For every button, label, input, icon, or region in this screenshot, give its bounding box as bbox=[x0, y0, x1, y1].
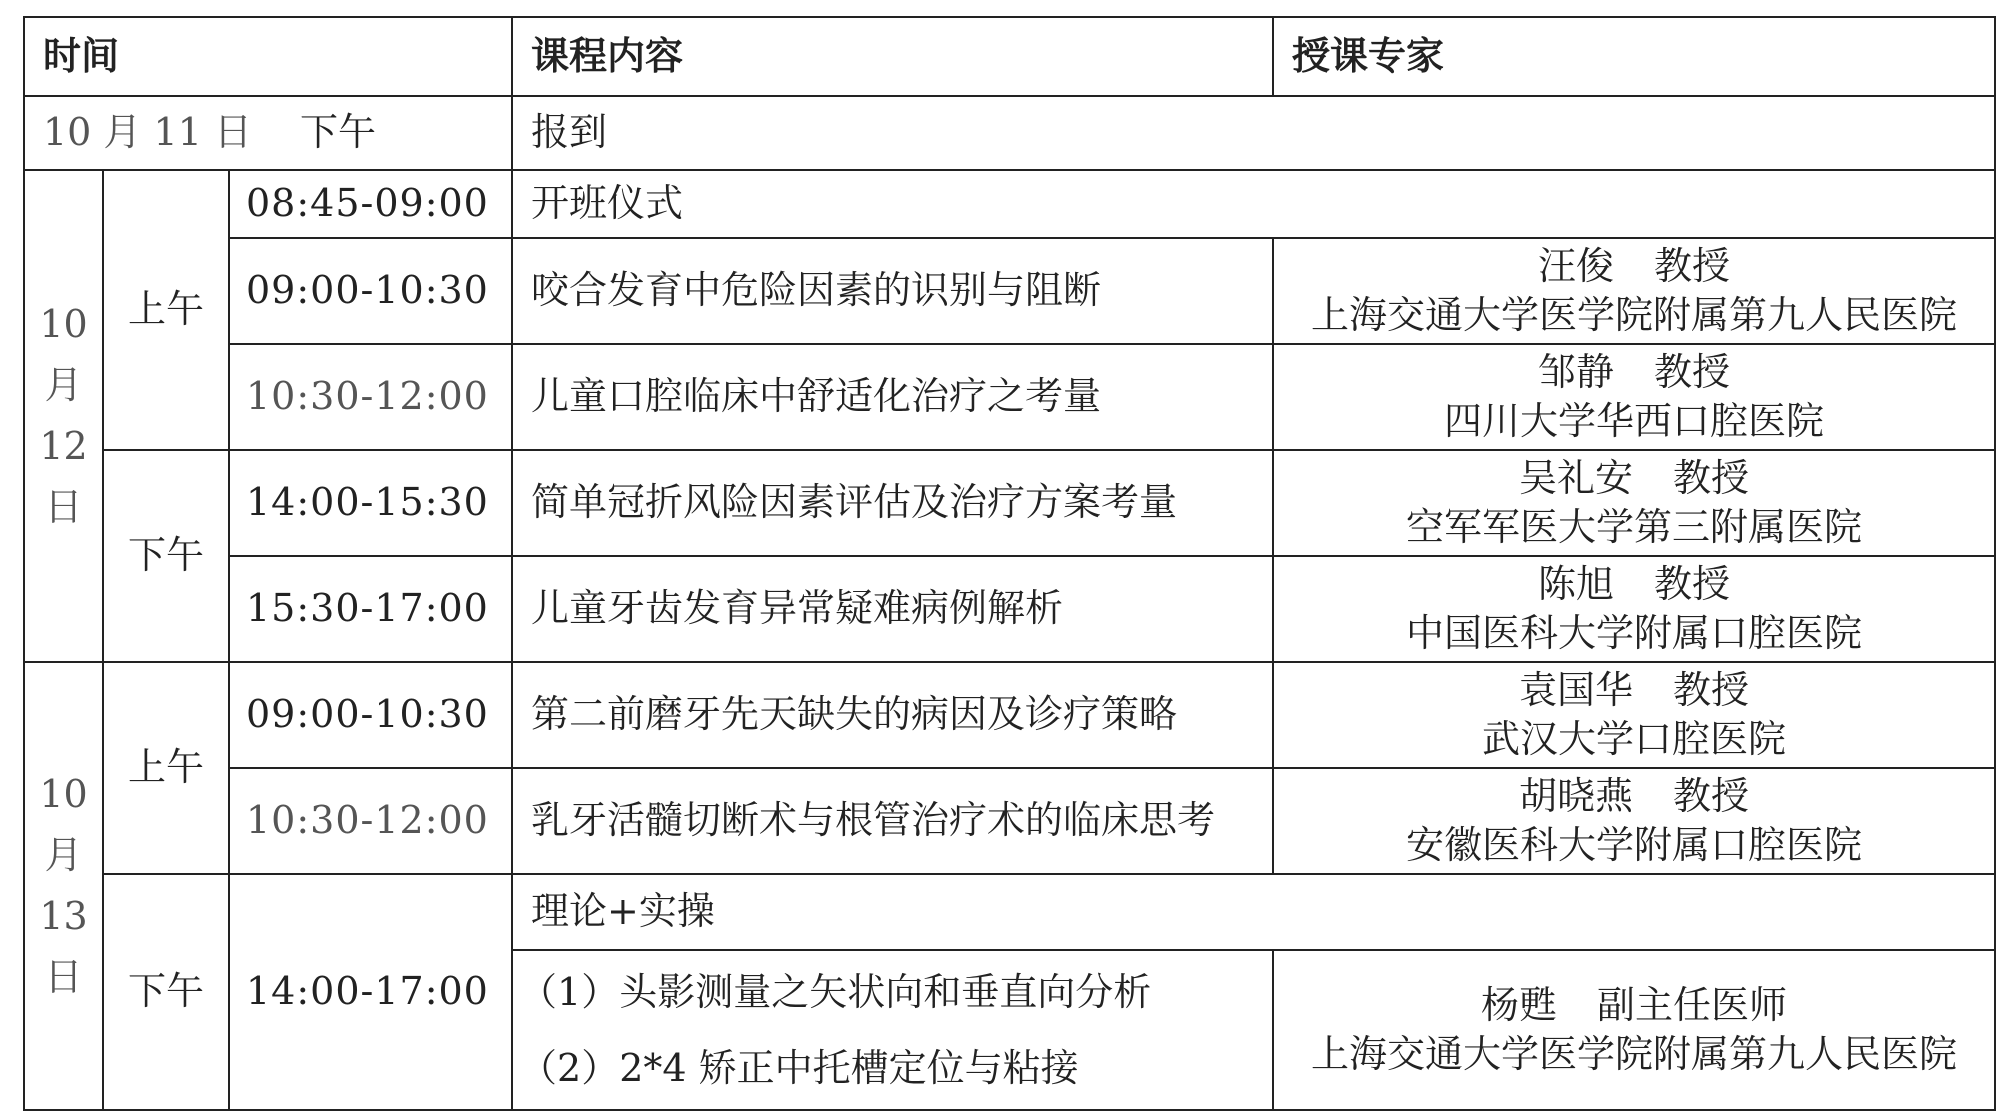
expert-cell bbox=[1273, 950, 1995, 1110]
expert-title: 教授 bbox=[1654, 243, 1731, 288]
time-cell: 15:30-17:00 bbox=[229, 556, 512, 662]
table-row bbox=[24, 556, 1995, 662]
time-cell: 10:30-12:00 bbox=[229, 344, 512, 450]
day1-afternoon: 下午 bbox=[103, 450, 229, 662]
expert-cell bbox=[1273, 662, 1995, 768]
table-row bbox=[24, 170, 1995, 238]
time-cell: 14:00-15:30 bbox=[229, 450, 512, 556]
time-cell: 09:00-10:30 bbox=[229, 662, 512, 768]
time-cell: 09:00-10:30 bbox=[229, 238, 512, 344]
expert-title: 副主任医师 bbox=[1597, 982, 1788, 1027]
registration-date-cell bbox=[24, 96, 512, 170]
expert-institution: 上海交通大学医学院附属第九人民医院 bbox=[1311, 1032, 1958, 1076]
header-expert: 授课专家 bbox=[1273, 17, 1995, 96]
content-cell: 简单冠折风险因素评估及治疗方案考量 bbox=[512, 450, 1273, 556]
expert-cell bbox=[1273, 344, 1995, 450]
expert-name: 胡晓燕 bbox=[1519, 773, 1634, 818]
header-time: 时间 bbox=[24, 17, 512, 96]
expert-title: 教授 bbox=[1673, 773, 1750, 818]
expert-title: 教授 bbox=[1673, 667, 1750, 712]
time-cell: 10:30-12:00 bbox=[229, 768, 512, 874]
time-cell: 14:00-17:00 bbox=[229, 874, 512, 1110]
expert-name: 邹静 bbox=[1538, 349, 1615, 394]
day2-date: 10 月 13 日 bbox=[24, 662, 103, 1110]
content-cell: 开班仪式 bbox=[512, 170, 1995, 238]
table-row bbox=[24, 662, 1995, 768]
expert-name: 汪俊 bbox=[1538, 243, 1615, 288]
table-row bbox=[24, 874, 1995, 950]
expert-cell bbox=[1273, 238, 1995, 344]
table-row bbox=[24, 450, 1995, 556]
expert-name: 杨甦 bbox=[1481, 982, 1558, 1027]
registration-row bbox=[24, 96, 1995, 170]
expert-cell bbox=[1273, 450, 1995, 556]
registration-date: 10 月 11 日 bbox=[43, 110, 252, 155]
content-item: （1）头影测量之矢状向和垂直向分析 bbox=[519, 970, 1152, 1014]
content-item: （2）2*4 矫正中托槽定位与粘接 bbox=[519, 1046, 1079, 1090]
registration-content: 报到 bbox=[512, 96, 1995, 170]
expert-institution: 上海交通大学医学院附属第九人民医院 bbox=[1311, 293, 1958, 337]
day2-morning: 上午 bbox=[103, 662, 229, 874]
registration-period: 下午 bbox=[299, 110, 376, 155]
content-cell: 乳牙活髓切断术与根管治疗术的临床思考 bbox=[512, 768, 1273, 874]
expert-institution: 安徽医科大学附属口腔医院 bbox=[1406, 823, 1863, 867]
expert-institution: 四川大学华西口腔医院 bbox=[1444, 399, 1825, 443]
expert-name: 吴礼安 bbox=[1519, 455, 1634, 500]
content-cell: 咬合发育中危险因素的识别与阻断 bbox=[512, 238, 1273, 344]
expert-cell bbox=[1273, 556, 1995, 662]
expert-title: 教授 bbox=[1673, 455, 1750, 500]
header-content: 课程内容 bbox=[512, 17, 1273, 96]
day2-afternoon: 下午 bbox=[103, 874, 229, 1110]
day1-morning: 上午 bbox=[103, 170, 229, 450]
table-row bbox=[24, 238, 1995, 344]
table-row bbox=[24, 344, 1995, 450]
table-row bbox=[24, 768, 1995, 874]
time-cell: 08:45-09:00 bbox=[229, 170, 512, 238]
content-cell: 儿童口腔临床中舒适化治疗之考量 bbox=[512, 344, 1273, 450]
expert-name: 袁国华 bbox=[1519, 667, 1634, 712]
expert-name: 陈旭 bbox=[1538, 561, 1615, 606]
expert-cell bbox=[1273, 768, 1995, 874]
expert-institution: 中国医科大学附属口腔医院 bbox=[1406, 611, 1863, 655]
schedule-table bbox=[23, 16, 1996, 1111]
expert-institution: 空军军医大学第三附属医院 bbox=[1406, 505, 1863, 549]
content-heading: 理论+实操 bbox=[512, 874, 1995, 950]
expert-institution: 武汉大学口腔医院 bbox=[1482, 717, 1787, 761]
content-cell: 儿童牙齿发育异常疑难病例解析 bbox=[512, 556, 1273, 662]
day1-date: 10 月 12 日 bbox=[24, 170, 103, 662]
content-cell: 第二前磨牙先天缺失的病因及诊疗策略 bbox=[512, 662, 1273, 768]
content-cell bbox=[512, 950, 1273, 1110]
expert-title: 教授 bbox=[1654, 561, 1731, 606]
expert-title: 教授 bbox=[1654, 349, 1731, 394]
header-row bbox=[24, 17, 1995, 96]
